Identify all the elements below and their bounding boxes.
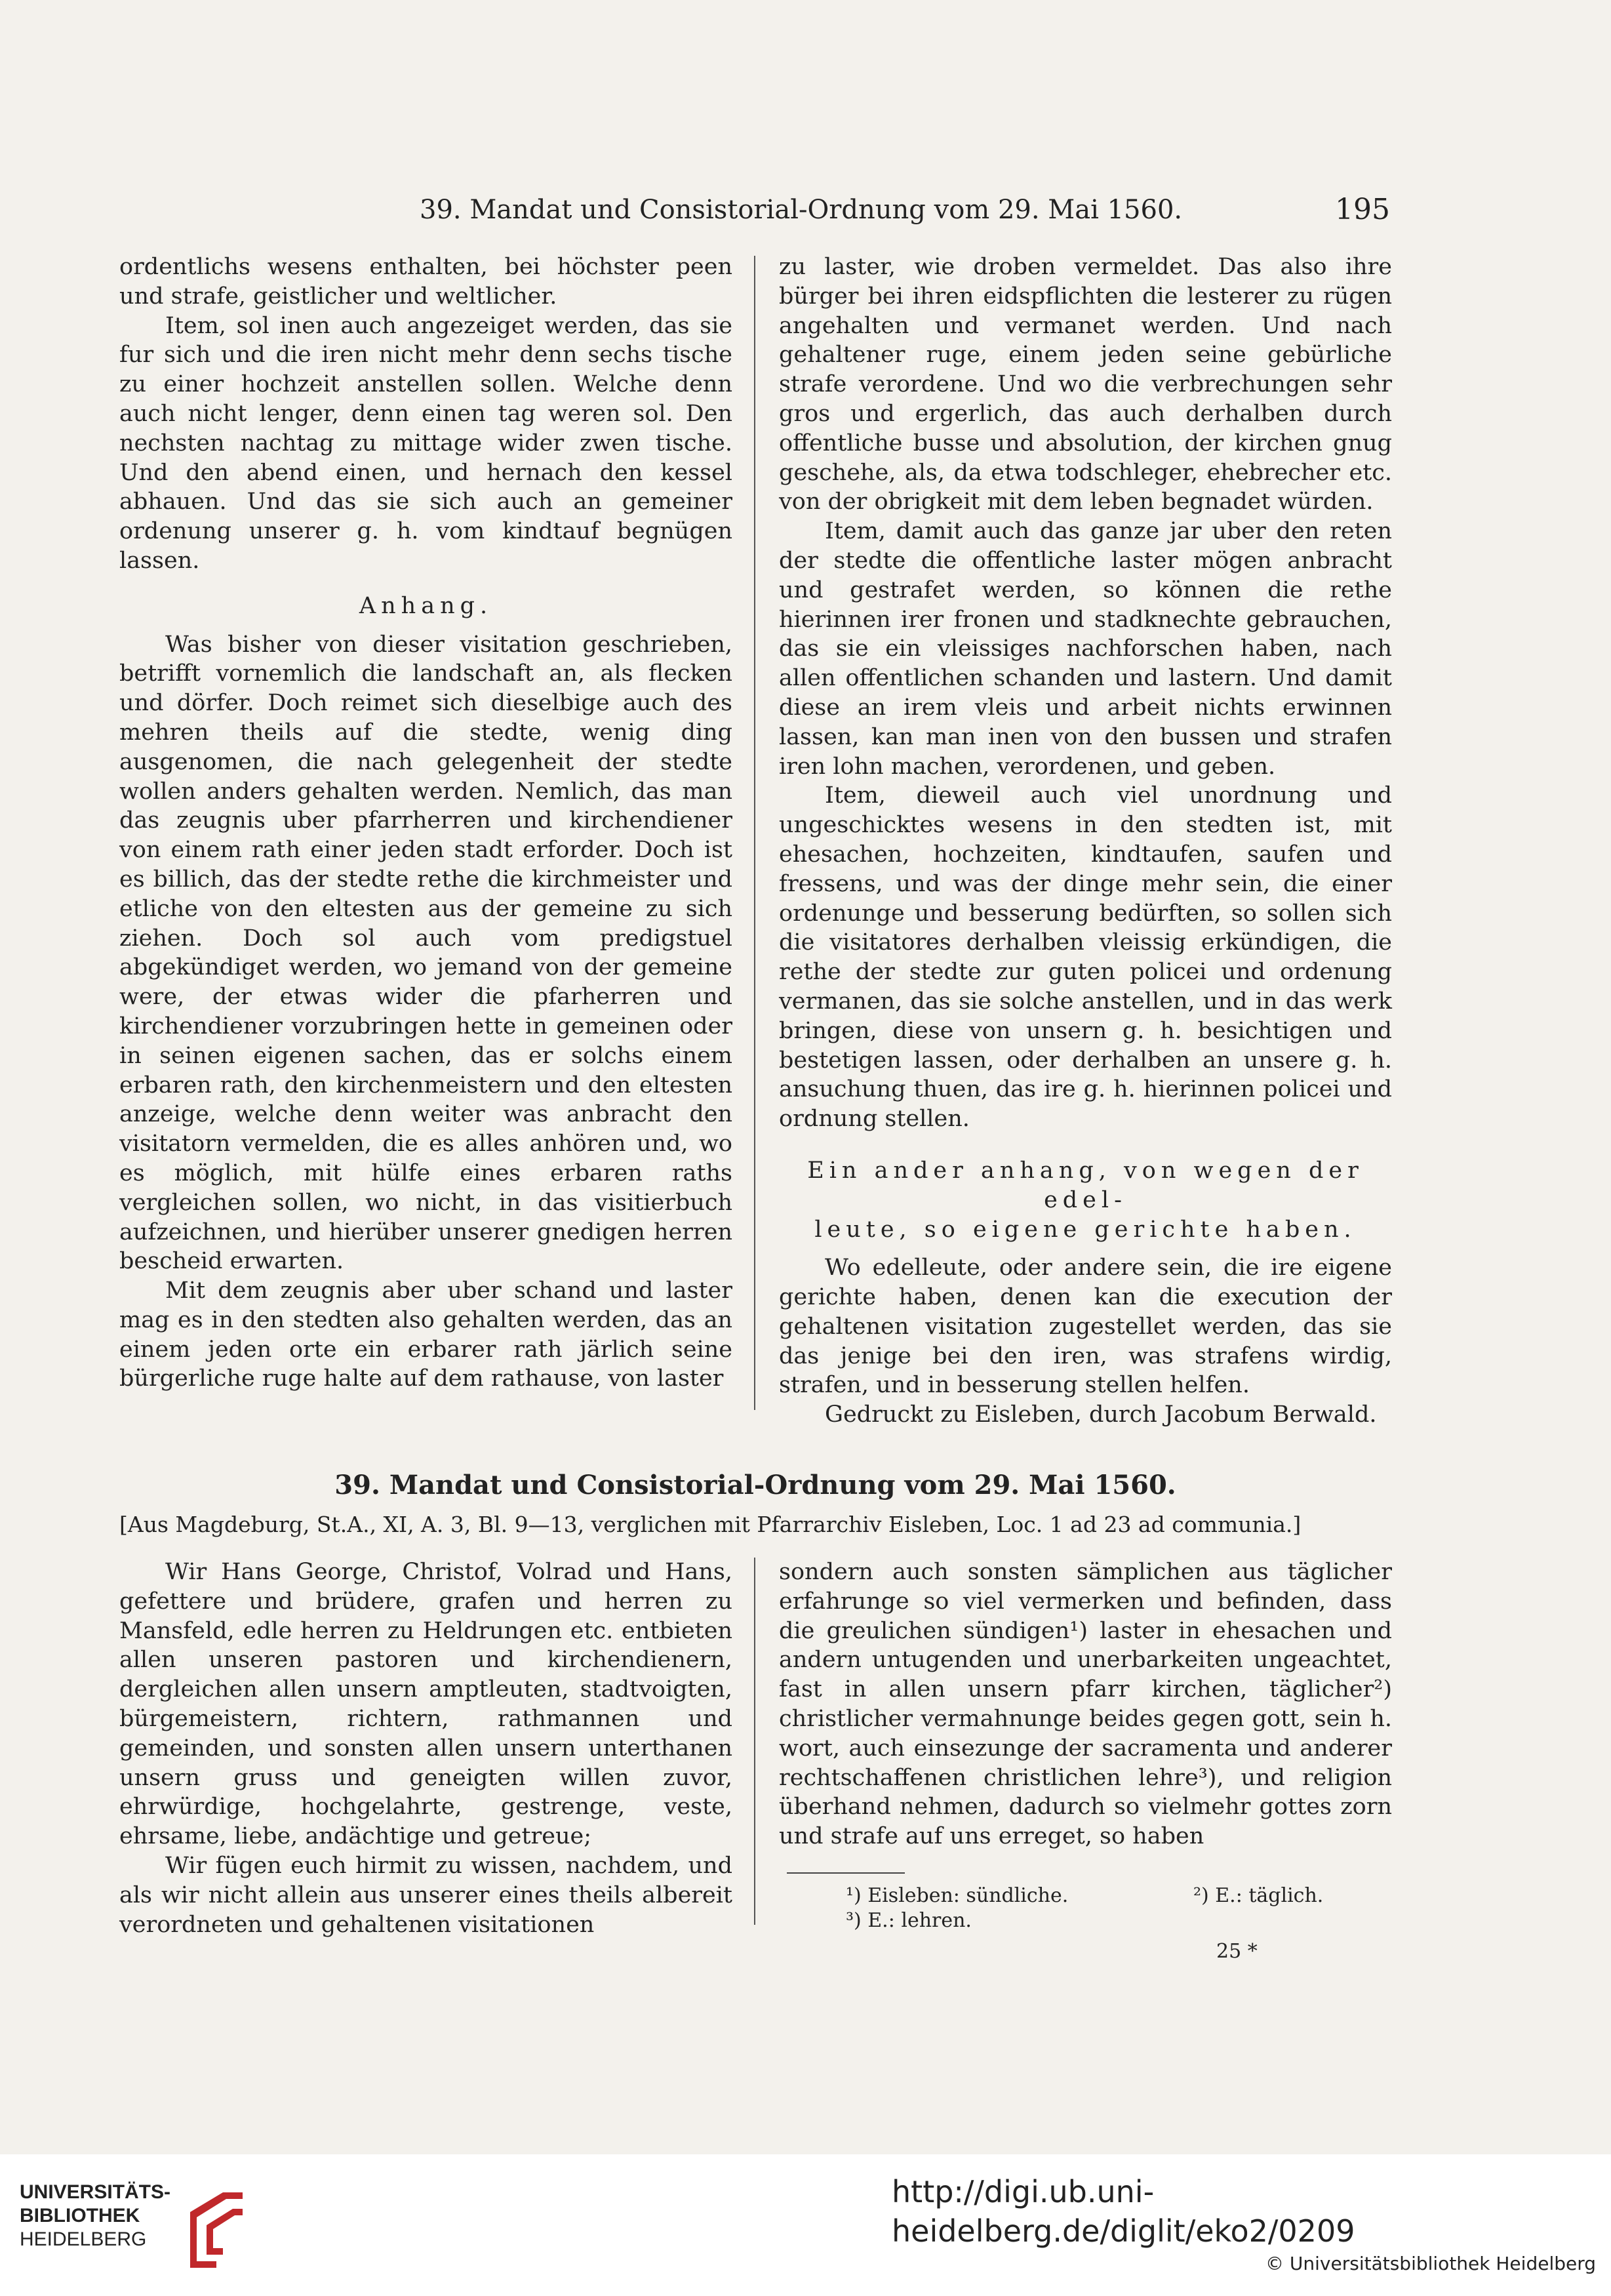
paragraph: sondern auch sonsten sämplichen aus täglicher erfahrunge so viel vermerken und befinden, dass die greulichen sündigen¹) laster in ehesachen und andern untugenden und unerbarkeiten ungeachtet, fast in allen unsern pfarr kirchen, täglicher²) christlicher vermahnunge beides gegen gott, sein h. wort, auch einsezunge der sacramenta und anderer rechtschaffenen christlichen lehre³), und religion überhand nehmen, dadurch so vielmehr gottes zorn und strafe auf uns erreget, so haben bbox=[779, 1559, 1392, 1850]
paragraph: ordentlichs wesens enthalten, bei höchster peen und strafe, geistlicher und weltlicher. bbox=[119, 254, 732, 310]
footnote-3: ³) E.: lehren. bbox=[846, 1909, 972, 1932]
logo-text bbox=[20, 2181, 170, 2251]
footnotes bbox=[846, 1883, 1390, 1933]
left-column-top bbox=[119, 252, 732, 1394]
printer-signature: 25 * bbox=[1216, 1940, 1258, 1963]
footnote-row-2 bbox=[846, 1908, 1390, 1933]
right-column-bottom bbox=[779, 1558, 1392, 1851]
right-column-top-paragraphs-b bbox=[779, 1253, 1392, 1430]
logo-line-1: UNIVERSITÄTS- bbox=[20, 2181, 171, 2203]
logo-line-3: HEIDELBERG bbox=[20, 2228, 147, 2250]
footnote-1: ¹) Eisleben: sündliche. bbox=[846, 1884, 1069, 1907]
running-head bbox=[420, 190, 1390, 230]
anhang2-heading-line1: Ein ander anhang, von wegen der edel- bbox=[807, 1157, 1364, 1213]
logo-line-2: BIBLIOTHEK bbox=[20, 2205, 140, 2226]
copyright-notice: © Universitätsbibliothek Heidelberg bbox=[1265, 2253, 1597, 2274]
paragraph: Wir fügen euch hirmit zu wissen, nachdem, und als wir nicht allein aus unserer eines theils albereit verordneten und gehaltenen visitationen bbox=[119, 1852, 732, 1938]
paragraph: Gedruckt zu Eisleben, durch Jacobum Berwald. bbox=[825, 1401, 1377, 1428]
footnote-2: ²) E.: täglich. bbox=[1193, 1884, 1324, 1907]
section-source: [Aus Magdeburg, St.A., XI, A. 3, Bl. 9—13, verglichen mit Pfarrarchiv Eisleben, Loc. 1 ad 23 ad communia.] bbox=[119, 1512, 1302, 1537]
paragraph: Item, damit auch das ganze jar uber den reten der stedte die offentliche laster mögen anbracht und gestrafet werden, so können die rethe hierinnen irer fronen und stadknechte gebrauchen, das sie ein vleissiges nachforschen haben, nach allen offentlichen schanden und lastern. Und damit diese an irem vleis und arbeit nichts erwinnen lassen, kan man inen von den bussen und strafen iren lohn machen, verordenen, und geben. bbox=[779, 518, 1392, 780]
logo-mark-icon bbox=[177, 2186, 249, 2271]
column-divider-bottom bbox=[754, 1558, 755, 1925]
paragraph: Mit dem zeugnis aber uber schand und laster mag es in den stedten also gehalten werden, das an einem jeden orte ein erbarer rath järlich seine bürgerliche ruge halte auf dem rathause, von laster bbox=[119, 1278, 732, 1392]
paragraph: Wo edelleute, oder andere sein, die ire eigene gerichte haben, denen kan die execution der gehaltenen visitation zugestellet werden, das sie das jenige bei den iren, was strafens wirdig, strafen, und in besserung stellen helfen. bbox=[779, 1255, 1392, 1399]
paragraph: Item, sol inen auch angezeiget werden, das sie fur sich und die iren nicht mehr denn sechs tische zu einer hochzeit anstellen sollen. Welche denn auch nicht lenger, denn einen tag weren sol. Den nechsten nachtag zu mittage wider zwen tische. Und den abend einen, und hernach den kessel abhauen. Und das sie sich auch an gemeiner ordenung unserer g. h. vom kindtauf begnügen lassen. bbox=[119, 312, 732, 574]
right-column-top bbox=[779, 252, 1392, 1430]
permalink-url[interactable]: http://digi.ub.uni-heidelberg.de/diglit/eko2/0209 bbox=[892, 2174, 1355, 2249]
anhang2-heading bbox=[779, 1156, 1392, 1244]
right-column-bottom-paragraphs bbox=[779, 1558, 1392, 1851]
column-divider-top bbox=[754, 256, 755, 1410]
left-column-bottom-paragraphs bbox=[119, 1558, 732, 1939]
right-column-top-paragraphs bbox=[779, 252, 1392, 1134]
anhang2-heading-line2: leute, so eigene gerichte haben. bbox=[814, 1216, 1357, 1243]
paragraph: Wir Hans George, Christof, Volrad und Hans, gefettere und brüdere, grafen und herren zu Mansfeld, edle herren zu Heldrungen etc. entbieten allen unseren pastoren und kirchendienern, dergleichen allen unsern amptleuten, stadtvoigten, bürgemeistern, richtern, rathmannen und gemeinden, und sonsten allen unsern unterthanen unsern gruss und geneigten willen zuvor, ehrwürdige, hochgelahrte, gestrenge, veste, ehrsame, liebe, andächtige und getreue; bbox=[119, 1559, 732, 1850]
anhang-heading: Anhang. bbox=[359, 592, 493, 619]
library-logo[interactable] bbox=[20, 2181, 295, 2279]
paragraph: Was bisher von dieser visitation geschrieben, betrifft vornemlich die landschaft an, als flecken und dörfer. Doch reimet sich dieselbige auch des mehren theils auf die stedte, wenig ding ausgenomen, die nach gelegenheit der stedte wollen anders gehalten werden. Nemlich, das man das zeugnis uber pfarrherren und kirchendiener von einem rath einer jeden stadt erforder. Doch ist es billich, das der stedte rethe die kirchmeister und etliche von den eltesten aus der gemeine zu sich ziehen. Doch sol auch vom predigstuel abgekündiget werden, wo jemand von der gemeine were, der etwas wider die pfarherren und kirchendiener vorzubringen hette in gemeinen oder in seinen eigenen sachen, das er solchs einem erbaren rath, den kirchenmeistern und den eltesten anzeige, welche denn weiter was anbracht den visitatorn vermelden, die es alles anhören und, wo es möglich, mit hülfe eines erbaren raths vergleichen sollen, wo nicht, in das visitierbuch aufzeichnen, und hierüber unserer gnedigen herren bescheid erwarten. bbox=[119, 631, 732, 1275]
paragraph: Item, dieweil auch viel unordnung und ungeschicktes wesens in den stedten ist, mit ehesachen, hochzeiten, kindtaufen, saufen und fressens, und was der dinge mehr sein, die einer ordenunge und besserung bedürften, so sollen sich die visitatores derhalben vleissig erkündigen, die rethe der stedte zur guten policei und ordenung vermanen, das sie solche anstellen, und in das werk bringen, diese von unsern g. h. besichtigen und bestetigen lassen, oder derhalben an unsere g. h. ansuchung thuen, das ire g. h. hierinnen policei und ordnung stellen. bbox=[779, 782, 1392, 1133]
paragraph: zu laster, wie droben vermeldet. Das also ihre bürger bei ihren eidspflichten die lesterer zu rügen angehalten und vermanet werden. Und nach gehaltener ruge, einem jeden seine gebürliche strafe verordene. Und wo die verbrechungen sehr gros und ergerlich, das auch derhalben durch offentliche busse und absolution, der kirchen gnug geschehe, als, da etwa todschleger, ehebrecher etc. von der obrigkeit mit dem leben begnadet würden. bbox=[779, 254, 1392, 515]
left-column-bottom bbox=[119, 1558, 732, 1939]
footnote-row-1 bbox=[846, 1883, 1390, 1908]
left-column-top-paragraphs-b bbox=[119, 630, 732, 1394]
page-number: 195 bbox=[1335, 193, 1390, 226]
running-head-title: 39. Mandat und Consistorial-Ordnung vom 29. Mai 1560. bbox=[420, 195, 1183, 225]
section-title: 39. Mandat und Consistorial-Ordnung vom 29. Mai 1560. bbox=[334, 1470, 1176, 1500]
left-column-top-paragraphs bbox=[119, 252, 732, 576]
footnote-rule bbox=[787, 1872, 905, 1874]
